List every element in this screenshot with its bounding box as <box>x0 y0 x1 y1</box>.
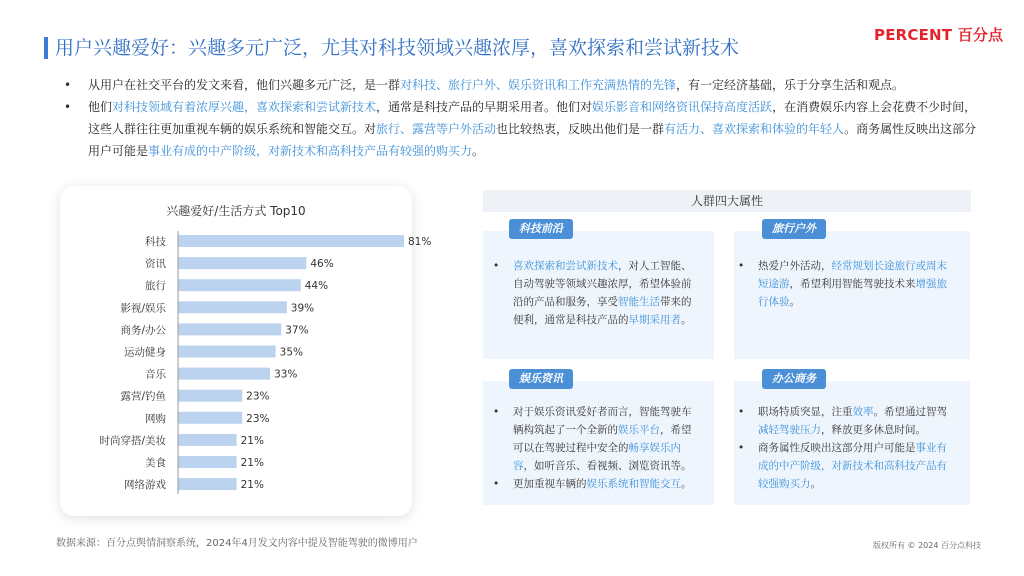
panel-entertainment <box>483 372 714 505</box>
category-label: 影视/娱乐 <box>120 302 166 315</box>
intro-p2-highlight-ent: 娱乐影音和网络资讯保持高度活跃 <box>592 100 773 114</box>
category-label: 网络游戏 <box>124 479 166 492</box>
value-label: 33% <box>274 368 298 381</box>
panel-office <box>734 372 970 505</box>
tag-travel: 旅行户外 <box>762 219 826 239</box>
category-label: 商务/办公 <box>120 324 166 337</box>
chart-card <box>60 186 432 516</box>
office-list <box>734 403 950 493</box>
category-label: 美食 <box>145 457 166 469</box>
tech-text: ，对人工智能、自动驾驶等领域兴趣浓厚，希望体验前沿的产品和服务，享受 <box>513 260 692 308</box>
intro-p2-text-end: 。 <box>472 144 485 158</box>
intro-p2-text: 他们 <box>88 100 113 114</box>
intro-p2-highlight-travel: 旅行、露营等户外活动 <box>376 122 497 136</box>
ent2-highlight-system: 娱乐系统和智能交互 <box>586 478 681 490</box>
value-label: 81% <box>407 236 432 248</box>
value-label: 39% <box>290 302 315 315</box>
chart-title: 兴趣爱好/生活方式 Top10 <box>166 204 306 218</box>
bar <box>178 434 237 446</box>
office-text: 。希望通过智驾 <box>873 406 947 418</box>
travel-item <box>734 257 950 311</box>
bar <box>178 279 301 291</box>
bar <box>178 478 237 490</box>
bar <box>178 390 242 402</box>
ent-highlight-content: 畅享娱乐内容 <box>513 442 681 472</box>
office-item-1 <box>734 403 950 439</box>
office-item-2 <box>734 439 950 493</box>
brand-logo: PERCENT 百分点 <box>874 26 1004 44</box>
intro-p2-highlight-tech: 对科技领域有着浓厚兴趣，喜欢探索和尝试新技术 <box>112 100 377 114</box>
panel-travel <box>734 222 970 359</box>
entertainment-item-2 <box>489 475 699 493</box>
value-label: 44% <box>304 280 329 293</box>
intro-p1-text-end: ，有一定经济基础，乐于分享生活和观点。 <box>676 78 905 92</box>
bar-chart <box>60 186 432 516</box>
intro-list <box>64 74 984 162</box>
office2-text: 商务属性反映出这部分用户可能是 <box>758 442 916 454</box>
category-label: 网购 <box>145 412 166 425</box>
intro-p1-text: 从用户在社交平台的发文来看，他们兴趣多元广泛，是一群 <box>88 78 401 92</box>
category-label: 露营/钓鱼 <box>120 390 166 403</box>
value-label: 37% <box>285 324 309 337</box>
data-source: 数据来源：百分点舆情洞察系统，2024年4月发文内容中提及智能驾驶的微博用户 <box>56 538 418 549</box>
value-label: 23% <box>246 412 270 425</box>
intro-p2-text: ，在消费娱乐内容上会花费不少时间，这些人群往往更加重视车辆的娱乐系统和智能交互。对 <box>88 100 977 136</box>
travel-highlight-experience: 增强旅行体验 <box>758 278 947 308</box>
category-label: 科技 <box>145 236 166 248</box>
travel-text: 热爱户外活动， <box>758 260 832 272</box>
ent-text: ，希望可以在驾驶过程中安全的 <box>513 424 692 454</box>
intro-paragraph-2 <box>64 96 984 162</box>
ent-highlight-platform: 娱乐平台 <box>618 424 660 436</box>
value-label: 23% <box>246 390 270 403</box>
category-label: 资讯 <box>145 258 166 271</box>
tech-item <box>489 257 699 329</box>
intro-p2-text: 。商务属性反映出这部分用户可能是 <box>88 122 977 158</box>
value-label: 21% <box>240 434 264 447</box>
travel-text-end: 。 <box>789 296 800 308</box>
panel-tech <box>483 222 714 359</box>
ent2-text-end: 。 <box>681 478 692 490</box>
bar <box>178 323 281 335</box>
ent-text-end: ，如听音乐、看视频、浏览资讯等。 <box>523 460 692 472</box>
tech-text: 带来的便利，通常是科技产品的 <box>513 296 692 326</box>
tag-office: 办公商务 <box>762 369 826 389</box>
office-highlight-efficiency: 效率 <box>852 406 874 418</box>
tech-text-end: 。 <box>681 314 692 326</box>
bar <box>178 456 237 468</box>
value-label: 35% <box>279 346 303 359</box>
bar <box>178 346 276 358</box>
tag-tech: 科技前沿 <box>509 219 573 239</box>
tech-highlight-new-tech: 喜欢探索和尝试新技术 <box>513 260 618 272</box>
intro-p1-highlight: 对科技、旅行户外、娱乐资讯和工作充满热情的先锋 <box>400 78 677 92</box>
ent2-text: 更加重视车辆的 <box>513 478 587 490</box>
ent-text: 对于娱乐资讯爱好者而言，智能驾驶车辆构筑起了一个全新的 <box>513 406 692 436</box>
office-highlight-pressure: 减轻驾驶压力 <box>758 424 821 436</box>
travel-highlight-trips: 经常规划长途旅行或周末短途游 <box>758 260 947 290</box>
category-label: 时尚穿搭/美妆 <box>99 434 166 447</box>
intro-paragraph-1 <box>64 74 984 96</box>
office-text: 职场特质突显，注重 <box>758 406 853 418</box>
value-label: 21% <box>240 479 264 492</box>
page-title: 用户兴趣爱好：兴趣多元广泛，尤其对科技领域兴趣浓厚，喜欢探索和尝试新技术 <box>55 37 740 59</box>
tech-list <box>489 257 699 329</box>
bar <box>178 412 242 424</box>
travel-text: ，希望利用智能驾驶技术来 <box>789 278 916 290</box>
bar <box>178 301 287 313</box>
office-text-end: ，释放更多休息时间。 <box>821 424 926 436</box>
attributes-header: 人群四大属性 <box>483 190 971 212</box>
tag-entertainment: 娱乐资讯 <box>509 369 573 389</box>
tech-highlight-smart-life: 智能生活 <box>618 296 660 308</box>
category-label: 运动健身 <box>124 346 166 359</box>
office2-highlight-middle-class: 事业有成的中产阶级，对新技术和高科技产品有较强购买力 <box>758 442 947 490</box>
intro-p2-text: ，通常是科技产品的早期采用者。他们对 <box>376 100 593 114</box>
title-accent-bar <box>44 37 48 59</box>
intro-p2-highlight-business: 事业有成的中产阶级，对新技术和高科技产品有较强的购买力 <box>148 144 473 158</box>
entertainment-item-1 <box>489 403 699 475</box>
intro-p2-highlight-young: 有活力、喜欢探索和体验的年轻人 <box>664 122 845 136</box>
copyright: 版权所有 © 2024 百分点科技 <box>873 541 981 550</box>
tech-highlight-early-adopter: 早期采用者 <box>628 314 681 326</box>
category-label: 旅行 <box>145 280 166 293</box>
travel-list <box>734 257 950 311</box>
entertainment-list <box>489 403 699 493</box>
bar <box>178 368 270 380</box>
intro-p2-text: 也比较热衷，反映出他们是一群 <box>496 122 665 136</box>
office2-text-end: 。 <box>810 478 821 490</box>
value-label: 21% <box>240 457 264 469</box>
category-label: 音乐 <box>145 368 166 381</box>
bar <box>178 235 404 247</box>
bar <box>178 257 306 269</box>
value-label: 46% <box>310 258 334 271</box>
